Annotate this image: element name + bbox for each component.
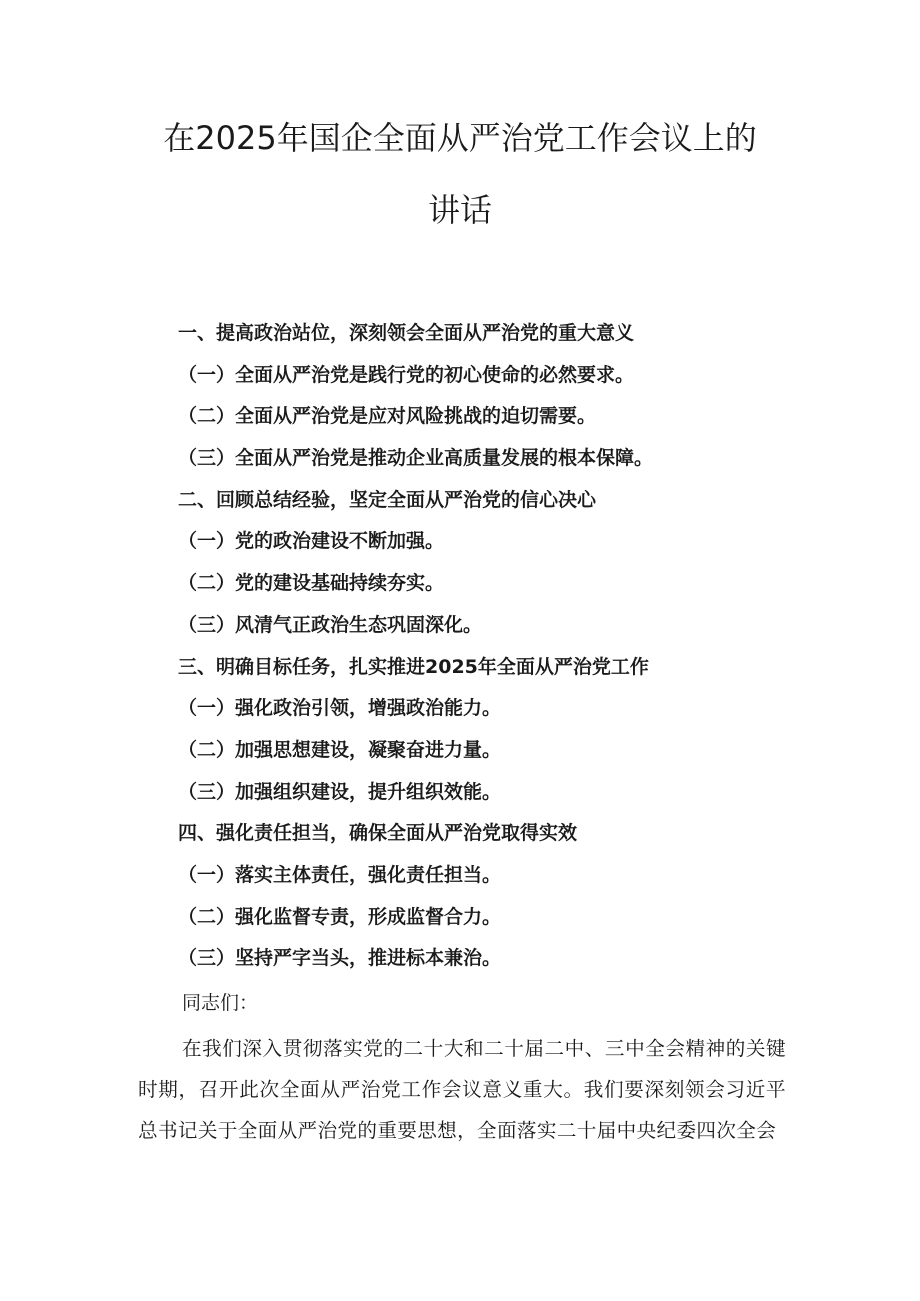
outline-subsection: （三）全面从严治党是推动企业高质量发展的根本保障。 [178, 447, 654, 470]
outline-subsection: （二）强化监督专责，形成监督合力。 [178, 905, 502, 928]
outline-section-heading: 二、回顾总结经验，坚定全面从严治党的信心决心 [178, 488, 597, 511]
document-title-line-1: 在2025年国企全面从严治党工作会议上的 [163, 119, 757, 157]
greeting: 同志们： [182, 992, 259, 1014]
outline-subsection: （三）加强组织建设，提升组织效能。 [178, 780, 502, 803]
outline-subsection: （二）加强思想建设，凝聚奋进力量。 [178, 738, 502, 761]
speech-outline [178, 316, 818, 983]
outline-subsection: （二）全面从严治党是应对风险挑战的迫切需要。 [178, 405, 597, 428]
outline-subsection: （二）党的建设基础持续夯实。 [178, 572, 445, 595]
outline-section-heading: 一、提高政治站位，深刻领会全面从严治党的重大意义 [178, 322, 635, 344]
document-title-line-2: 讲话 [427, 191, 492, 229]
outline-section-heading: 三、明确目标任务，扎实推进2025年全面从严治党工作 [178, 655, 649, 678]
outline-subsection: （三）坚持严字当头，推进标本兼治。 [178, 947, 502, 970]
body-paragraph: 在我们深入贯彻落实党的二十大和二十届二中、三中全会精神的关键时期，召开此次全面从严治党工作会议意义重大。我们要深刻领会习近平总书记关于全面从严治党的重要思想，全面落实二十届中央纪委四次全会 [138, 1037, 786, 1142]
outline-subsection: （一）党的政治建设不断加强。 [178, 530, 445, 553]
outline-subsection: （三）风清气正政治生态巩固深化。 [178, 613, 483, 636]
outline-subsection: （一）全面从严治党是践行党的初心使命的必然要求。 [178, 363, 635, 386]
outline-section-heading: 四、强化责任担当，确保全面从严治党取得实效 [178, 822, 578, 845]
outline-subsection: （一）强化政治引领，增强政治能力。 [178, 697, 502, 720]
outline-subsection: （一）落实主体责任，强化责任担当。 [178, 863, 502, 886]
